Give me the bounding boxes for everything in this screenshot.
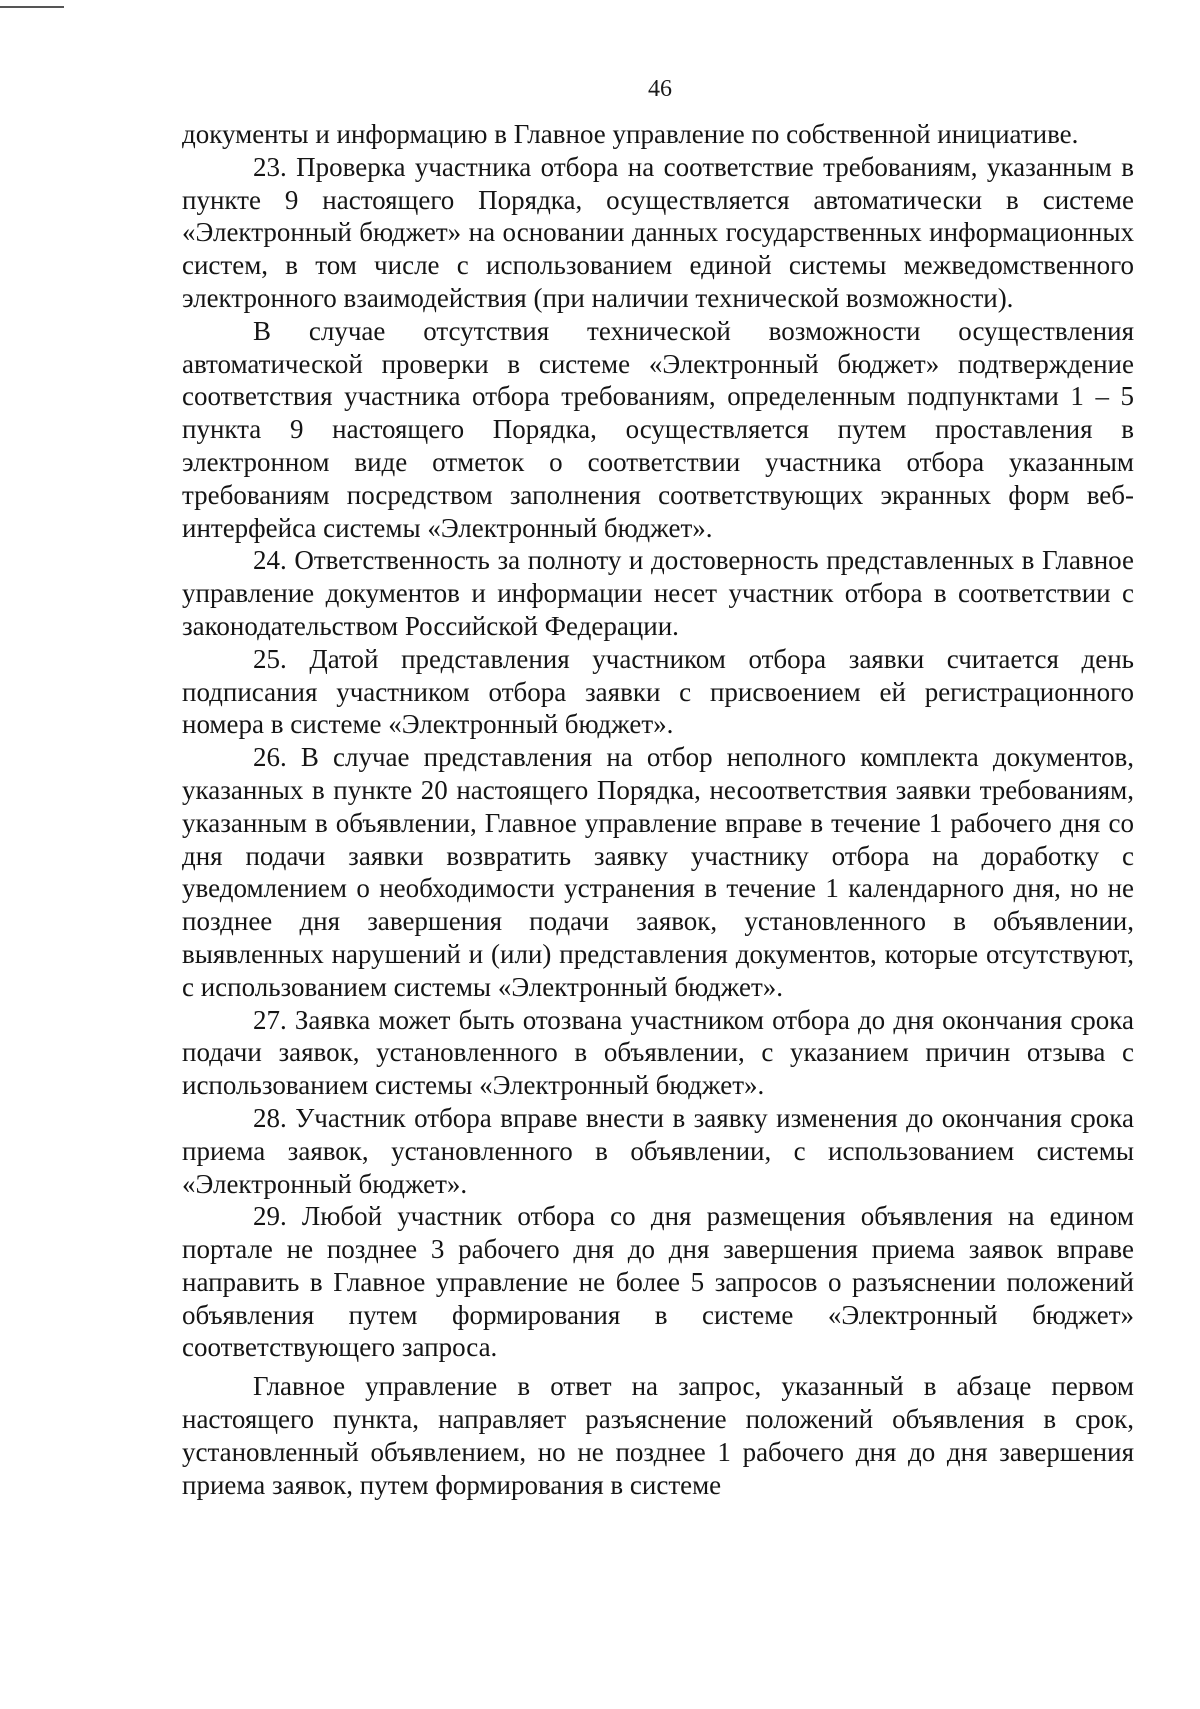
paragraph-item-29: 29. Любой участник отбора со дня размещения объявления на едином портале не позднее 3 рабочего дня до дня завершения приема заявок вправе направить в Главное управление не более 5 запросов о разъяснении положений объявления путем формирования в системе «Электронный бюджет» соответствующего запроса.: [182, 1201, 1134, 1363]
paragraph-item-26: 26. В случае представления на отбор неполного комплекта документов, указанных в пункте 20 настоящего Порядка, несоответствия заявки требованиям, указанным в объявлении, Главное управление вправе в течение 1 рабочего дня со дня подачи заявки возвратить заявку участнику отбора на доработку с уведомлением о необходимости устранения в течение 1 календарного дня, но не позднее дня завершения подачи заявок, установленного в объявлении, выявленных нарушений и (или) представления документов, которые отсутствуют, с использованием системы «Электронный бюджет».: [182, 742, 1134, 1002]
paragraph-item-25: 25. Датой представления участником отбора заявки считается день подписания участником отбора заявки с присвоением ей регистрационного номера в системе «Электронный бюджет».: [182, 643, 1134, 740]
paragraph-item-23-part-2: В случае отсутствия технической возможности осуществления автоматической проверки в системе «Электронный бюджет» подтверждение соответствия участника отбора требованиям, определенным подпунктами 1 – 5 пункта 9 настоящего Порядка, осуществляется путем проставления в электронном виде отметок о соответствии участника отбора указанным требованиям посредством заполнения соответствующих экранных форм веб-интерфейса системы «Электронный бюджет».: [182, 315, 1134, 543]
paragraph-item-27: 27. Заявка может быть отозвана участником отбора до дня окончания срока подачи заявок, установленного в объявлении, с указанием причин отзыва с использованием системы «Электронный бюджет».: [182, 1004, 1134, 1101]
paragraph-item-23: 23. Проверка участника отбора на соответствие требованиям, указанным в пункте 9 настоящего Порядка, осуществляется автоматически в системе «Электронный бюджет» на основании данных государственных информационных систем, в том числе с использованием единой системы межведомственного электронного взаимодействия (при наличии технической возможности).: [182, 151, 1134, 313]
document-body: [182, 118, 1134, 1501]
paragraph-item-28: 28. Участник отбора вправе внести в заявку изменения до окончания срока приема заявок, установленного в объявлении, с использованием системы «Электронный бюджет».: [182, 1102, 1134, 1199]
paragraph-item-24: 24. Ответственность за полноту и достоверность представленных в Главное управление документов и информации несет участник отбора в соответствии с законодательством Российской Федерации.: [182, 545, 1134, 641]
page-number: 46: [648, 76, 672, 102]
paragraph-continuation: документы и информацию в Главное управление по собственной инициативе.: [182, 119, 1079, 149]
scan-edge-mark: [0, 6, 64, 8]
paragraph-item-29-part-2: Главное управление в ответ на запрос, указанный в абзаце первом настоящего пункта, направляет разъяснение положений объявления в срок, установленный объявлением, но не позднее 1 рабочего дня до дня завершения приема заявок, путем формирования в системе: [182, 1371, 1134, 1500]
